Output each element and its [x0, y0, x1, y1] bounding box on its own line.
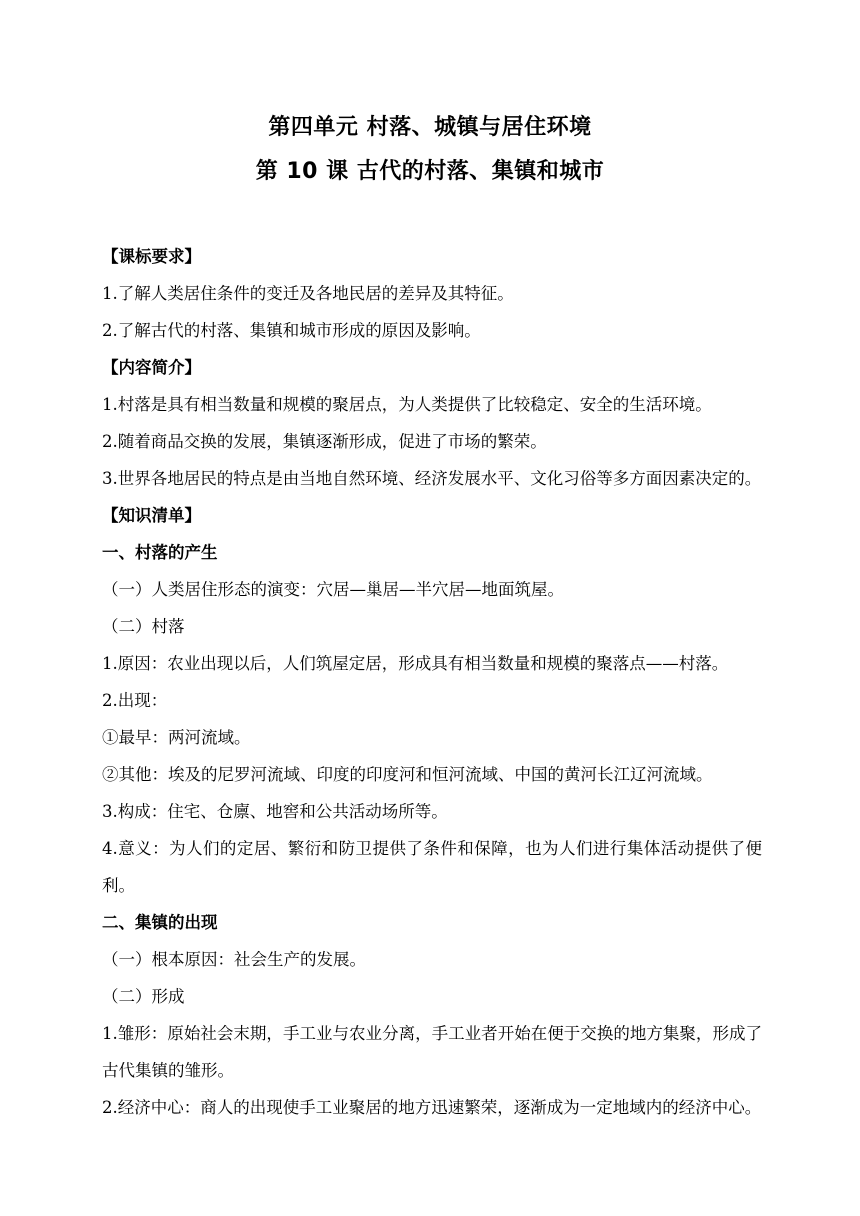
requirement-item: 2.了解古代的村落、集镇和城市形成的原因及影响。	[102, 321, 481, 340]
town-prototype-item: 1.雏形：原始社会末期，手工业与农业分离，手工业者开始在便于交换的地方集聚，形成了古代集镇的雏形。	[102, 1024, 762, 1080]
section-heading-knowledge: 【知识清单】	[102, 506, 201, 525]
subsection-evolution: （一）人类居住形态的演变：穴居—巢居—半穴居—地面筑屋。	[102, 580, 564, 599]
intro-item: 1.村落是具有相当数量和规模的聚居点，为人类提供了比较稳定、安全的生活环境。	[102, 395, 712, 414]
lesson-title: 第 10 课 古代的村落、集镇和城市	[255, 159, 605, 184]
section-heading-intro: 【内容简介】	[102, 358, 201, 377]
village-composition-item: 3.构成：住宅、仓廪、地窖和公共活动场所等。	[102, 802, 448, 821]
village-others-item: ②其他：埃及的尼罗河流域、印度的印度河和恒河流域、中国的黄河长江辽河流域。	[102, 765, 713, 784]
village-appearance-item: 2.出现：	[102, 691, 168, 710]
intro-item: 3.世界各地居民的特点是由当地自然环境、经济发展水平、文化习俗等多方面因素决定的。	[102, 469, 762, 488]
part-heading-towns: 二、集镇的出现	[102, 913, 218, 932]
village-earliest-item: ①最早：两河流域。	[102, 728, 251, 747]
village-significance-item: 4.意义：为人们的定居、繁衍和防卫提供了条件和保障，也为人们进行集体活动提供了便利。	[102, 839, 762, 895]
intro-item: 2.随着商品交换的发展，集镇逐渐形成，促进了市场的繁荣。	[102, 432, 547, 451]
subsection-village: （二）村落	[102, 617, 185, 636]
part-heading-villages: 一、村落的产生	[102, 543, 218, 562]
section-heading-requirements: 【课标要求】	[102, 247, 201, 266]
unit-title: 第四单元 村落、城镇与居住环境	[268, 115, 592, 140]
subsection-root-cause: （一）根本原因：社会生产的发展。	[102, 950, 366, 969]
subsection-formation: （二）形成	[102, 987, 185, 1006]
document-body	[102, 238, 762, 1126]
town-economic-center-item: 2.经济中心：商人的出现使手工业聚居的地方迅速繁荣，逐渐成为一定地域内的经济中心。	[102, 1098, 762, 1117]
village-cause-item: 1.原因：农业出现以后，人们筑屋定居，形成具有相当数量和规模的聚落点——村落。	[102, 654, 729, 673]
requirement-item: 1.了解人类居住条件的变迁及各地民居的差异及其特征。	[102, 284, 514, 303]
